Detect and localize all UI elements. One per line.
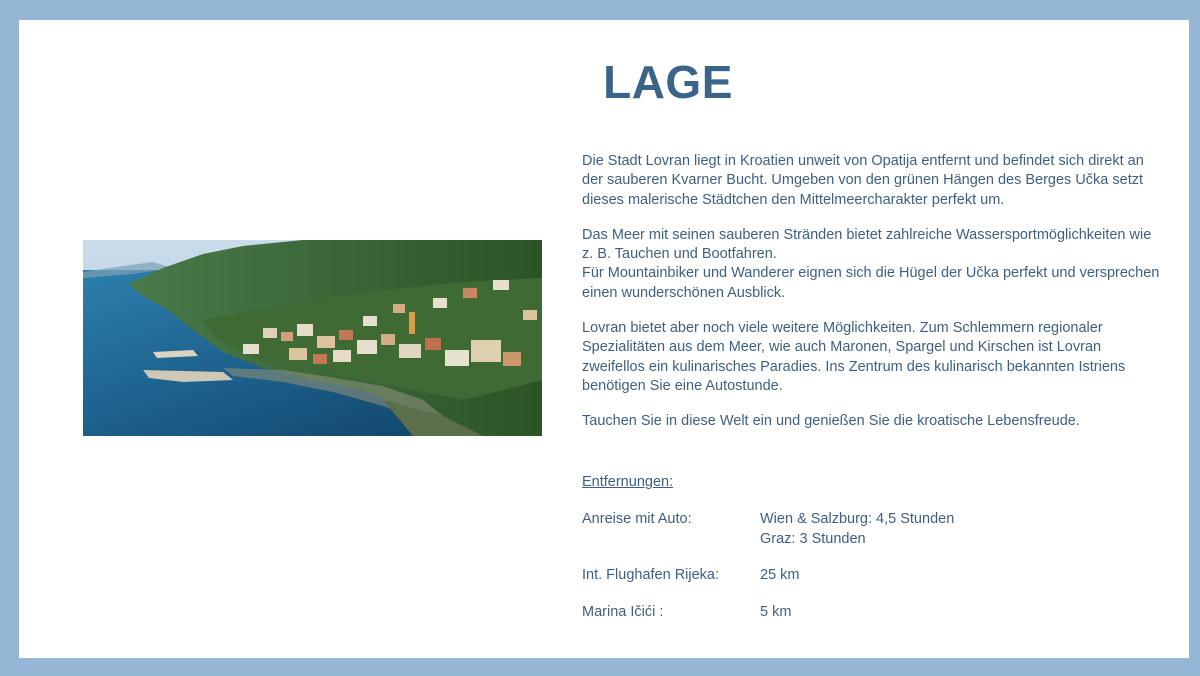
distance-label: Anreise mit Auto: — [582, 511, 692, 527]
sea-sentence: Das Meer mit seinen sauberen Stränden bietet zahlreiche Wassersportmöglichkeiten wie z. B. Tauchen und Bootfahren. — [582, 226, 1152, 263]
cuisine-paragraph: Lovran bietet aber noch viele weitere Möglichkeiten. Zum Schlemmern regionaler Spezialitäten aus dem Meer, wie auch Maronen, Spargel und Kirschen ist Lovran zweifellos ein kulinarisches Paradies. Ins Zentrum des kulinarisch bekannten Istriens benötigen Sie eine Autostunde. — [582, 320, 1126, 394]
distance-value-line: Graz: 3 Stunden — [760, 530, 866, 547]
distance-label: Int. Flughafen Rijeka: — [582, 567, 720, 583]
page-title: LAGE — [603, 56, 733, 108]
hiking-sentence: Für Mountainbiker und Wanderer eignen sich die Hügel der Učka perfekt und versprechen einen wunderschönen Ausblick. — [582, 265, 1160, 301]
distance-label: Marina Ičići : — [582, 604, 664, 620]
distance-value — [760, 510, 1150, 549]
intro-paragraph: Die Stadt Lovran liegt in Kroatien unweit von Opatija entfernt und befindet sich direkt an der sauberen Kvarner Bucht. Umgeben von den grünen Hängen des Berges Učka setzt dieses malerische Städtchen den Mittelmeercharakter perfekt um. — [582, 153, 1144, 208]
sea-paragraph — [582, 226, 1162, 303]
distances-heading: Entfernungen: — [582, 474, 674, 490]
coastal-town-photo — [83, 240, 542, 436]
distance-value: 25 km — [760, 567, 800, 583]
description-text — [582, 152, 1162, 448]
distance-value-line: Wien & Salzburg: 4,5 Stunden — [760, 511, 955, 527]
distance-value: 5 km — [760, 604, 792, 620]
closing-paragraph: Tauchen Sie in diese Welt ein und genießen Sie die kroatische Lebensfreude. — [582, 413, 1080, 430]
